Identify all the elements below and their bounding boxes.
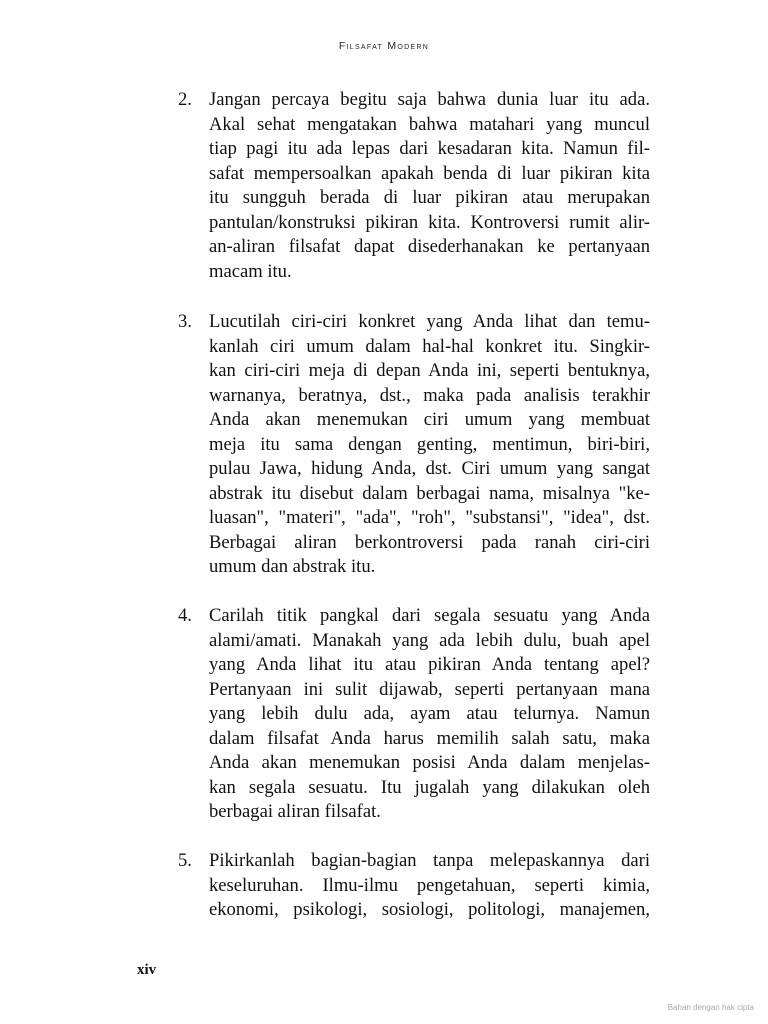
list-item-2 (178, 88, 650, 284)
text-line: pantulan/konstruksi pikiran kita. Kontroversi rumit alir- (209, 211, 650, 233)
text-line: Berbagai aliran berkontroversi pada ranah ciri-ciri (209, 531, 650, 553)
text-line: kan segala sesuatu. Itu jugalah yang dilakukan oleh (209, 776, 650, 798)
text-line: keseluruhan. Ilmu-ilmu pengetahuan, seperti kimia, (209, 874, 650, 896)
text-line: luasan", "materi", "ada", "roh", "substansi", "idea", dst. (209, 507, 650, 528)
text-line: kanlah ciri umum dalam hal-hal konkret itu. Singkir- (209, 335, 650, 357)
item-number: 4. (178, 605, 192, 626)
list-item-3 (178, 310, 650, 580)
item-number: 3. (178, 311, 192, 332)
text-line: Carilah titik pangkal dari segala sesuatu yang Anda (209, 605, 650, 626)
text-line: yang lebih dulu ada, ayam atau telurnya. Namun (209, 703, 650, 724)
list-item-5 (178, 849, 650, 923)
text-line: umum dan abstrak itu. (209, 556, 376, 577)
text-line: kan ciri-ciri meja di depan Anda ini, seperti bentuknya, (209, 360, 650, 381)
text-line: itu sungguh berada di luar pikiran atau merupakan (209, 187, 650, 208)
text-line: yang Anda lihat itu atau pikiran Anda tentang apel? (209, 654, 650, 675)
text-line: Jangan percaya begitu saja bahwa dunia luar itu ada. (209, 89, 650, 110)
item-number: 5. (178, 850, 192, 871)
copyright-watermark: Bahan dengan hak cipta (667, 1003, 754, 1012)
text-line: Anda akan menemukan posisi Anda dalam menjelas- (209, 752, 650, 773)
text-line: Anda akan menemukan ciri umum yang membuat (209, 409, 650, 430)
text-line: macam itu. (209, 260, 292, 282)
text-line: ekonomi, psikologi, sosiologi, politologi, manajemen, (209, 899, 650, 920)
running-head: Filsafat Modern (338, 40, 430, 52)
list-item-4 (178, 604, 650, 825)
text-line: Pertanyaan ini sulit dijawab, seperti pertanyaan mana (209, 678, 650, 700)
text-line: abstrak itu disebut dalam berbagai nama, misalnya "ke- (209, 482, 650, 504)
text-line: berbagai aliran filsafat. (209, 801, 381, 822)
page-number: xiv (137, 962, 157, 978)
text-line: Lucutilah ciri-ciri konkret yang Anda lihat dan temu- (209, 311, 650, 332)
text-line: safat mempersoalkan apakah benda di luar pikiran kita (209, 162, 650, 184)
text-line: Akal sehat mengatakan bahwa matahari yang muncul (209, 113, 650, 135)
text-line: alami/amati. Manakah yang ada lebih dulu, buah apel (209, 629, 650, 651)
text-line: meja itu sama dengan genting, mentimun, biri-biri, (209, 433, 650, 455)
text-line: dalam filsafat Anda harus memilih salah satu, maka (209, 727, 650, 749)
item-number: 2. (178, 89, 192, 110)
text-line: tiap pagi itu ada lepas dari kesadaran kita. Namun fil- (209, 138, 650, 159)
text-line: an-aliran filsafat dapat disederhanakan ke pertanyaan (209, 236, 650, 257)
text-line: warnanya, beratnya, dst., maka pada analisis terakhir (209, 384, 650, 406)
text-line: pulau Jawa, hidung Anda, dst. Ciri umum yang sangat (209, 458, 650, 479)
text-line: Pikirkanlah bagian-bagian tanpa melepaskannya dari (209, 850, 650, 871)
